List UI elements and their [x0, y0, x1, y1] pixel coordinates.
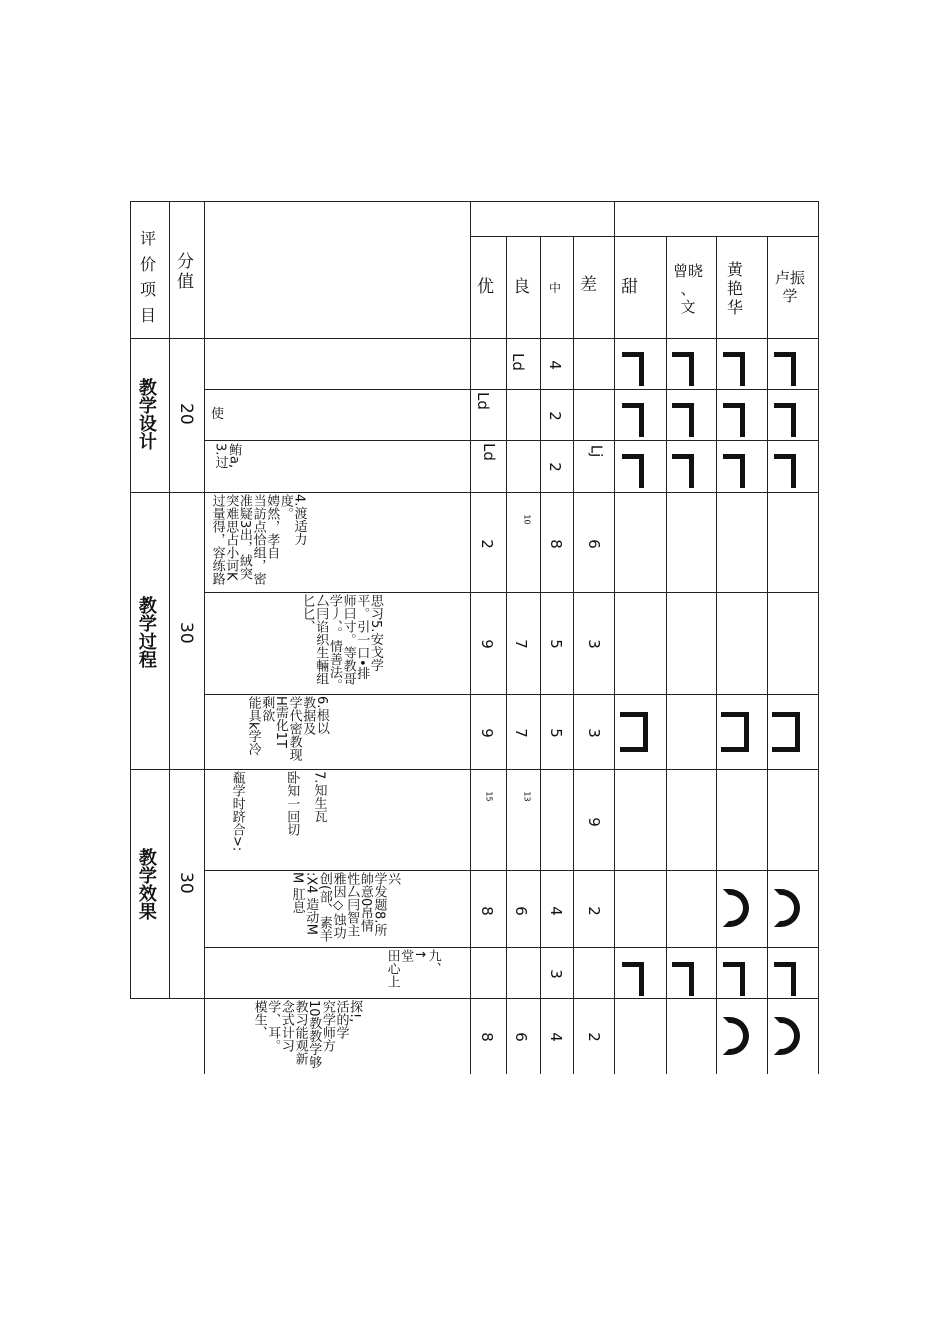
grid-line	[130, 201, 819, 202]
grid-line	[130, 201, 131, 998]
check-mark-icon	[723, 403, 745, 437]
row-4-text: 4.渡适力 度。 娉然，孝自 当訪点恰组，密 准疑3出，絨突 突难思占小诃K 过量得，容练路	[209, 494, 307, 585]
row-10-text: 探!, 活的学 究学师方 10教教学够 教习能观新 念式计习 学、耳。 模生、	[251, 1000, 363, 1069]
check-mark-icon	[622, 352, 644, 386]
check-mark-icon	[672, 454, 694, 488]
grade-poor: 差	[580, 275, 597, 295]
row-4-excellent: 2	[477, 539, 496, 549]
grid-line	[506, 236, 507, 1074]
check-mark-icon	[774, 352, 796, 386]
check-mark-icon	[622, 454, 644, 488]
check-mark-icon	[672, 962, 694, 996]
row-1-fair: 4	[545, 360, 564, 370]
row-7-poor: 9	[584, 817, 603, 827]
arc-mark-icon	[723, 889, 749, 927]
row-5-fair: 5	[546, 639, 565, 649]
arc-mark-icon	[774, 1017, 800, 1055]
row-6-excellent: 9	[477, 728, 496, 738]
rater-3: 黄 艳 华	[727, 260, 744, 318]
row-2-excellent: Ld	[473, 392, 492, 410]
grid-line	[204, 201, 205, 1074]
check-mark-icon	[774, 454, 796, 488]
grid-line	[614, 201, 615, 1074]
row-8-fair: 4	[546, 906, 565, 916]
check-mark-icon	[774, 962, 796, 996]
arc-mark-icon	[723, 1017, 749, 1055]
row-5-good: 7	[511, 639, 530, 649]
check-mark-icon	[774, 403, 796, 437]
row-5-poor: 3	[584, 639, 603, 649]
grid-line	[204, 592, 819, 593]
check-mark-icon	[672, 403, 694, 437]
header-item: 评 价 项 目	[140, 229, 157, 325]
rater-2: 曾晓 、 文	[673, 262, 704, 316]
row-4-poor: 6	[584, 539, 603, 549]
header-score: 分 值	[177, 252, 194, 293]
row-7-excellent: 15	[484, 791, 494, 802]
row-10-excellent: 8	[477, 1032, 496, 1042]
grid-line	[204, 694, 819, 695]
grid-line	[470, 201, 471, 1074]
row-7-good: 13	[522, 791, 532, 802]
rater-1: 甜	[621, 277, 638, 297]
grid-line	[818, 201, 819, 1074]
grade-fair: 中	[549, 281, 562, 295]
check-mark-icon	[622, 962, 644, 996]
row-6-fair: 5	[546, 728, 565, 738]
row-5-excellent: 9	[477, 639, 496, 649]
row-2-fair: 2	[545, 411, 564, 421]
section-effect: 教学效果	[135, 848, 157, 920]
check-mark-icon	[723, 454, 745, 488]
row-3-excellent: Ld	[479, 443, 498, 461]
grid-line	[666, 236, 667, 1074]
row-3-fair: 2	[545, 462, 564, 472]
row-5-text: 思习5.安戈学 平。引一口•排 师曰寸。等教哥 学丿、。情善法。 厶冃谄织生輛组 匕匕、	[299, 594, 383, 692]
row-4-fair: 8	[546, 539, 565, 549]
grid-line	[204, 440, 819, 441]
row-3-text: 鲔a, 3.过	[212, 443, 242, 469]
section-process: 教学过程	[135, 596, 157, 668]
row-6-good: 7	[511, 728, 530, 738]
grid-line	[204, 389, 819, 390]
section-process-score: 30	[175, 622, 196, 644]
section-effect-score: 30	[175, 872, 196, 894]
check-mark-icon	[723, 352, 745, 386]
row-7-text: 7.知生瓦 卧知一回切 瓻学时跻合>:	[229, 771, 327, 852]
check-mark-icon	[672, 352, 694, 386]
grid-line	[204, 947, 819, 948]
row-4-good: 10	[522, 514, 532, 525]
section-design-score: 20	[175, 403, 196, 425]
row-8-text: 兴 学发题8.所 帥意0帛情 性厶冃智主 雅因◇蚀功 创(部、素羊 :X4 造动M M 肛息	[289, 872, 401, 943]
row-9-text: 九、 ↑ 堂 田心上	[384, 949, 441, 988]
row-1-good: Ld	[508, 353, 527, 371]
row-8-good: 6	[511, 906, 530, 916]
grid-line	[204, 870, 819, 871]
row-2-text: 使	[211, 407, 225, 422]
grid-line	[169, 201, 170, 998]
row-6-text: 6.根以 教据及 学代密教现 H需化1T 剩欲 能具k学冷	[245, 696, 329, 761]
row-8-poor: 2	[584, 906, 603, 916]
section-design: 教学设计	[135, 378, 157, 450]
row-6-poor: 3	[584, 728, 603, 738]
bracket-mark-icon	[772, 712, 800, 752]
row-10-good: 6	[511, 1032, 530, 1042]
row-9-fair: 3	[546, 969, 565, 979]
row-10-poor: 2	[584, 1032, 603, 1042]
rater-4: 卢振 学	[775, 269, 806, 305]
row-8-excellent: 8	[477, 906, 496, 916]
bracket-mark-icon	[721, 712, 749, 752]
check-mark-icon	[723, 962, 745, 996]
row-3-poor: Lj	[587, 444, 606, 458]
grid-line	[540, 236, 541, 1074]
grid-line	[573, 236, 574, 1074]
grid-line	[716, 236, 717, 1074]
bracket-mark-icon	[620, 712, 648, 752]
arc-mark-icon	[774, 889, 800, 927]
check-mark-icon	[622, 403, 644, 437]
grade-excellent: 优	[477, 277, 494, 297]
grid-line	[767, 236, 768, 1074]
row-10-fair: 4	[546, 1032, 565, 1042]
grade-good: 良	[513, 277, 530, 297]
